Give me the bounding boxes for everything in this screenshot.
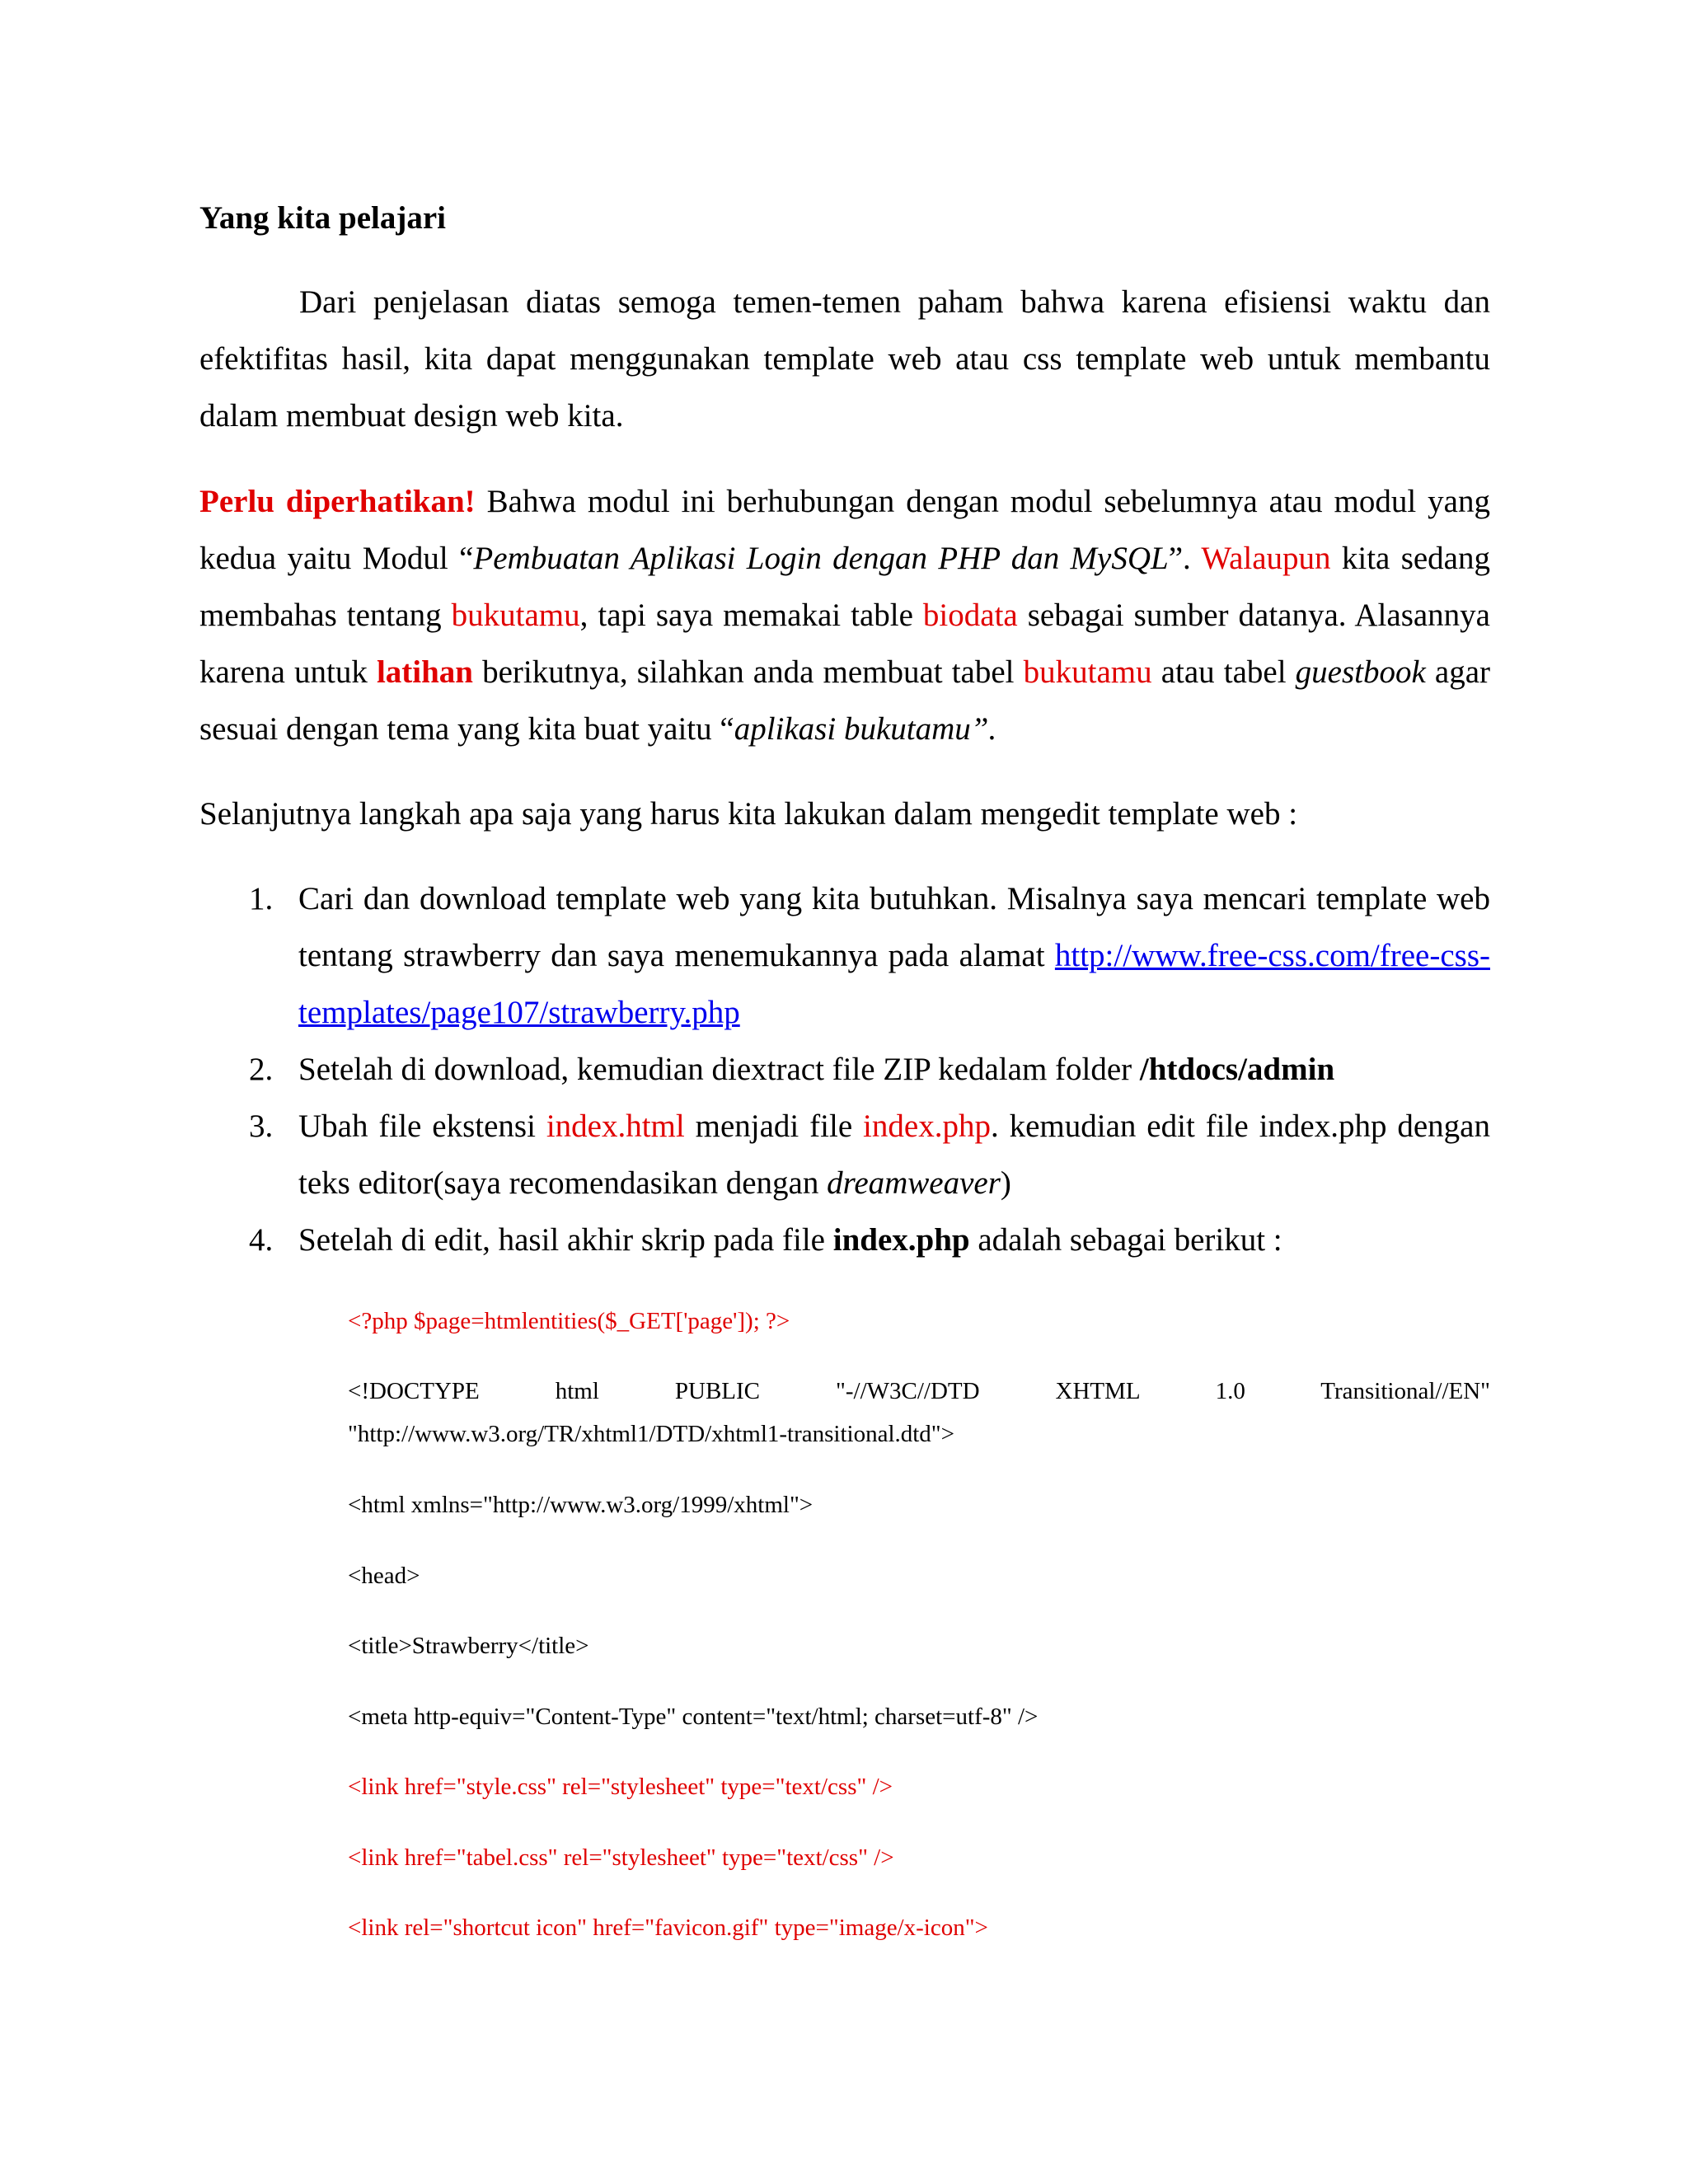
text: ”.	[1168, 541, 1202, 576]
doctype-line-1	[348, 1370, 1490, 1413]
text: sebagai sumber datanya. Alasannya karena untuk	[199, 598, 1490, 690]
code-token: "-//W3C//DTD	[836, 1378, 980, 1404]
notice-paragraph	[199, 473, 1490, 757]
doctype-line-2: "http://www.w3.org/TR/xhtml1/DTD/xhtml1-transitional.dtd">	[348, 1421, 955, 1447]
text: adalah sebagai berikut :	[969, 1222, 1282, 1258]
list-item	[249, 870, 1490, 1041]
code-line-doctype	[348, 1370, 1490, 1455]
highlight: Walaupun	[1201, 541, 1331, 576]
steps-list	[249, 870, 1490, 1268]
highlight: bukutamu	[451, 598, 580, 633]
list-item	[249, 1098, 1490, 1212]
highlight: index.php	[863, 1108, 991, 1144]
highlight: bukutamu	[1023, 654, 1152, 690]
list-number: 2.	[249, 1052, 274, 1087]
code-token: html	[555, 1378, 599, 1404]
text: )	[1000, 1165, 1011, 1201]
text: Bahwa modul ini berhubungan dengan modul sebelumnya atau modul yang kedua yaitu Modul “	[199, 484, 1490, 576]
text: , tapi saya memakai table	[579, 598, 923, 633]
highlight: index.html	[546, 1108, 685, 1144]
code-line-link-tabel: <link href="tabel.css" rel="stylesheet" type="text/css" />	[348, 1844, 894, 1871]
list-item	[249, 1041, 1490, 1098]
code-token: 1.0	[1215, 1378, 1245, 1404]
text: Cari dan download template web yang kita butuhkan. Misalnya saya mencari template web tentang strawberry dan saya menemukannya pada alamat	[298, 881, 1490, 973]
module-title: Pembuatan Aplikasi Login dengan PHP dan MySQL	[473, 541, 1169, 576]
list-number: 4.	[249, 1222, 274, 1258]
file-name: index.php	[832, 1222, 970, 1258]
text: agar sesuai dengan tema yang kita buat yaitu “	[199, 654, 1491, 747]
code-token: Transitional//EN"	[1320, 1378, 1490, 1404]
code-token: <!DOCTYPE	[348, 1378, 480, 1404]
steps-intro: Selanjutnya langkah apa saja yang harus kita lakukan dalam mengedit template web :	[199, 796, 1298, 832]
notice-label: Perlu diperhatikan!	[199, 484, 476, 519]
italic-term: aplikasi bukutamu”.	[734, 711, 997, 747]
highlight: latihan	[376, 654, 473, 690]
text: atau tabel	[1151, 654, 1296, 690]
code-line-meta: <meta http-equiv="Content-Type" content="text/html; charset=utf-8" />	[348, 1704, 1039, 1730]
text: Setelah di download, kemudian diextract file ZIP kedalam folder	[298, 1052, 1140, 1087]
code-line-title: <title>Strawberry</title>	[348, 1633, 589, 1659]
text: menjadi file	[684, 1108, 864, 1144]
list-number: 3.	[249, 1108, 274, 1144]
italic-term: dreamweaver	[827, 1165, 1001, 1201]
section-heading: Yang kita pelajari	[199, 200, 447, 236]
code-token: PUBLIC	[674, 1378, 761, 1404]
code-line-link-style: <link href="style.css" rel="stylesheet" type="text/css" />	[348, 1774, 893, 1800]
code-line-head: <head>	[348, 1563, 420, 1589]
code-line-html: <html xmlns="http://www.w3.org/1999/xhtml">	[348, 1492, 814, 1518]
intro-paragraph: Dari penjelasan diatas semoga temen-temen paham bahwa karena efisiensi waktu dan efektifitas hasil, kita dapat menggunakan template web atau css template web untuk membantu dalam membuat design web kita.	[199, 284, 1490, 434]
code-token: XHTML	[1055, 1378, 1140, 1404]
code-line-link-icon: <link rel="shortcut icon" href="favicon.gif" type="image/x-icon">	[348, 1915, 988, 1941]
text: Setelah di edit, hasil akhir skrip pada file	[298, 1222, 833, 1258]
italic-term: guestbook	[1295, 654, 1426, 690]
template-link[interactable]: http://www.free-css.com/free-css-templates/page107/strawberry.php	[298, 938, 1490, 1030]
list-number: 1.	[249, 881, 274, 916]
highlight: biodata	[922, 598, 1018, 633]
text: . kemudian edit file index.php dengan teks editor(saya recomendasikan dengan	[298, 1108, 1490, 1201]
text: Ubah file ekstensi	[298, 1108, 546, 1144]
text: berikutnya, silahkan anda membuat tabel	[473, 654, 1024, 690]
folder-path: /htdocs/admin	[1139, 1052, 1335, 1087]
list-item	[249, 1212, 1490, 1268]
code-line-php: <?php $page=htmlentities($_GET['page']); ?>	[348, 1308, 790, 1334]
text: kita sedang membahas tentang	[199, 541, 1490, 633]
